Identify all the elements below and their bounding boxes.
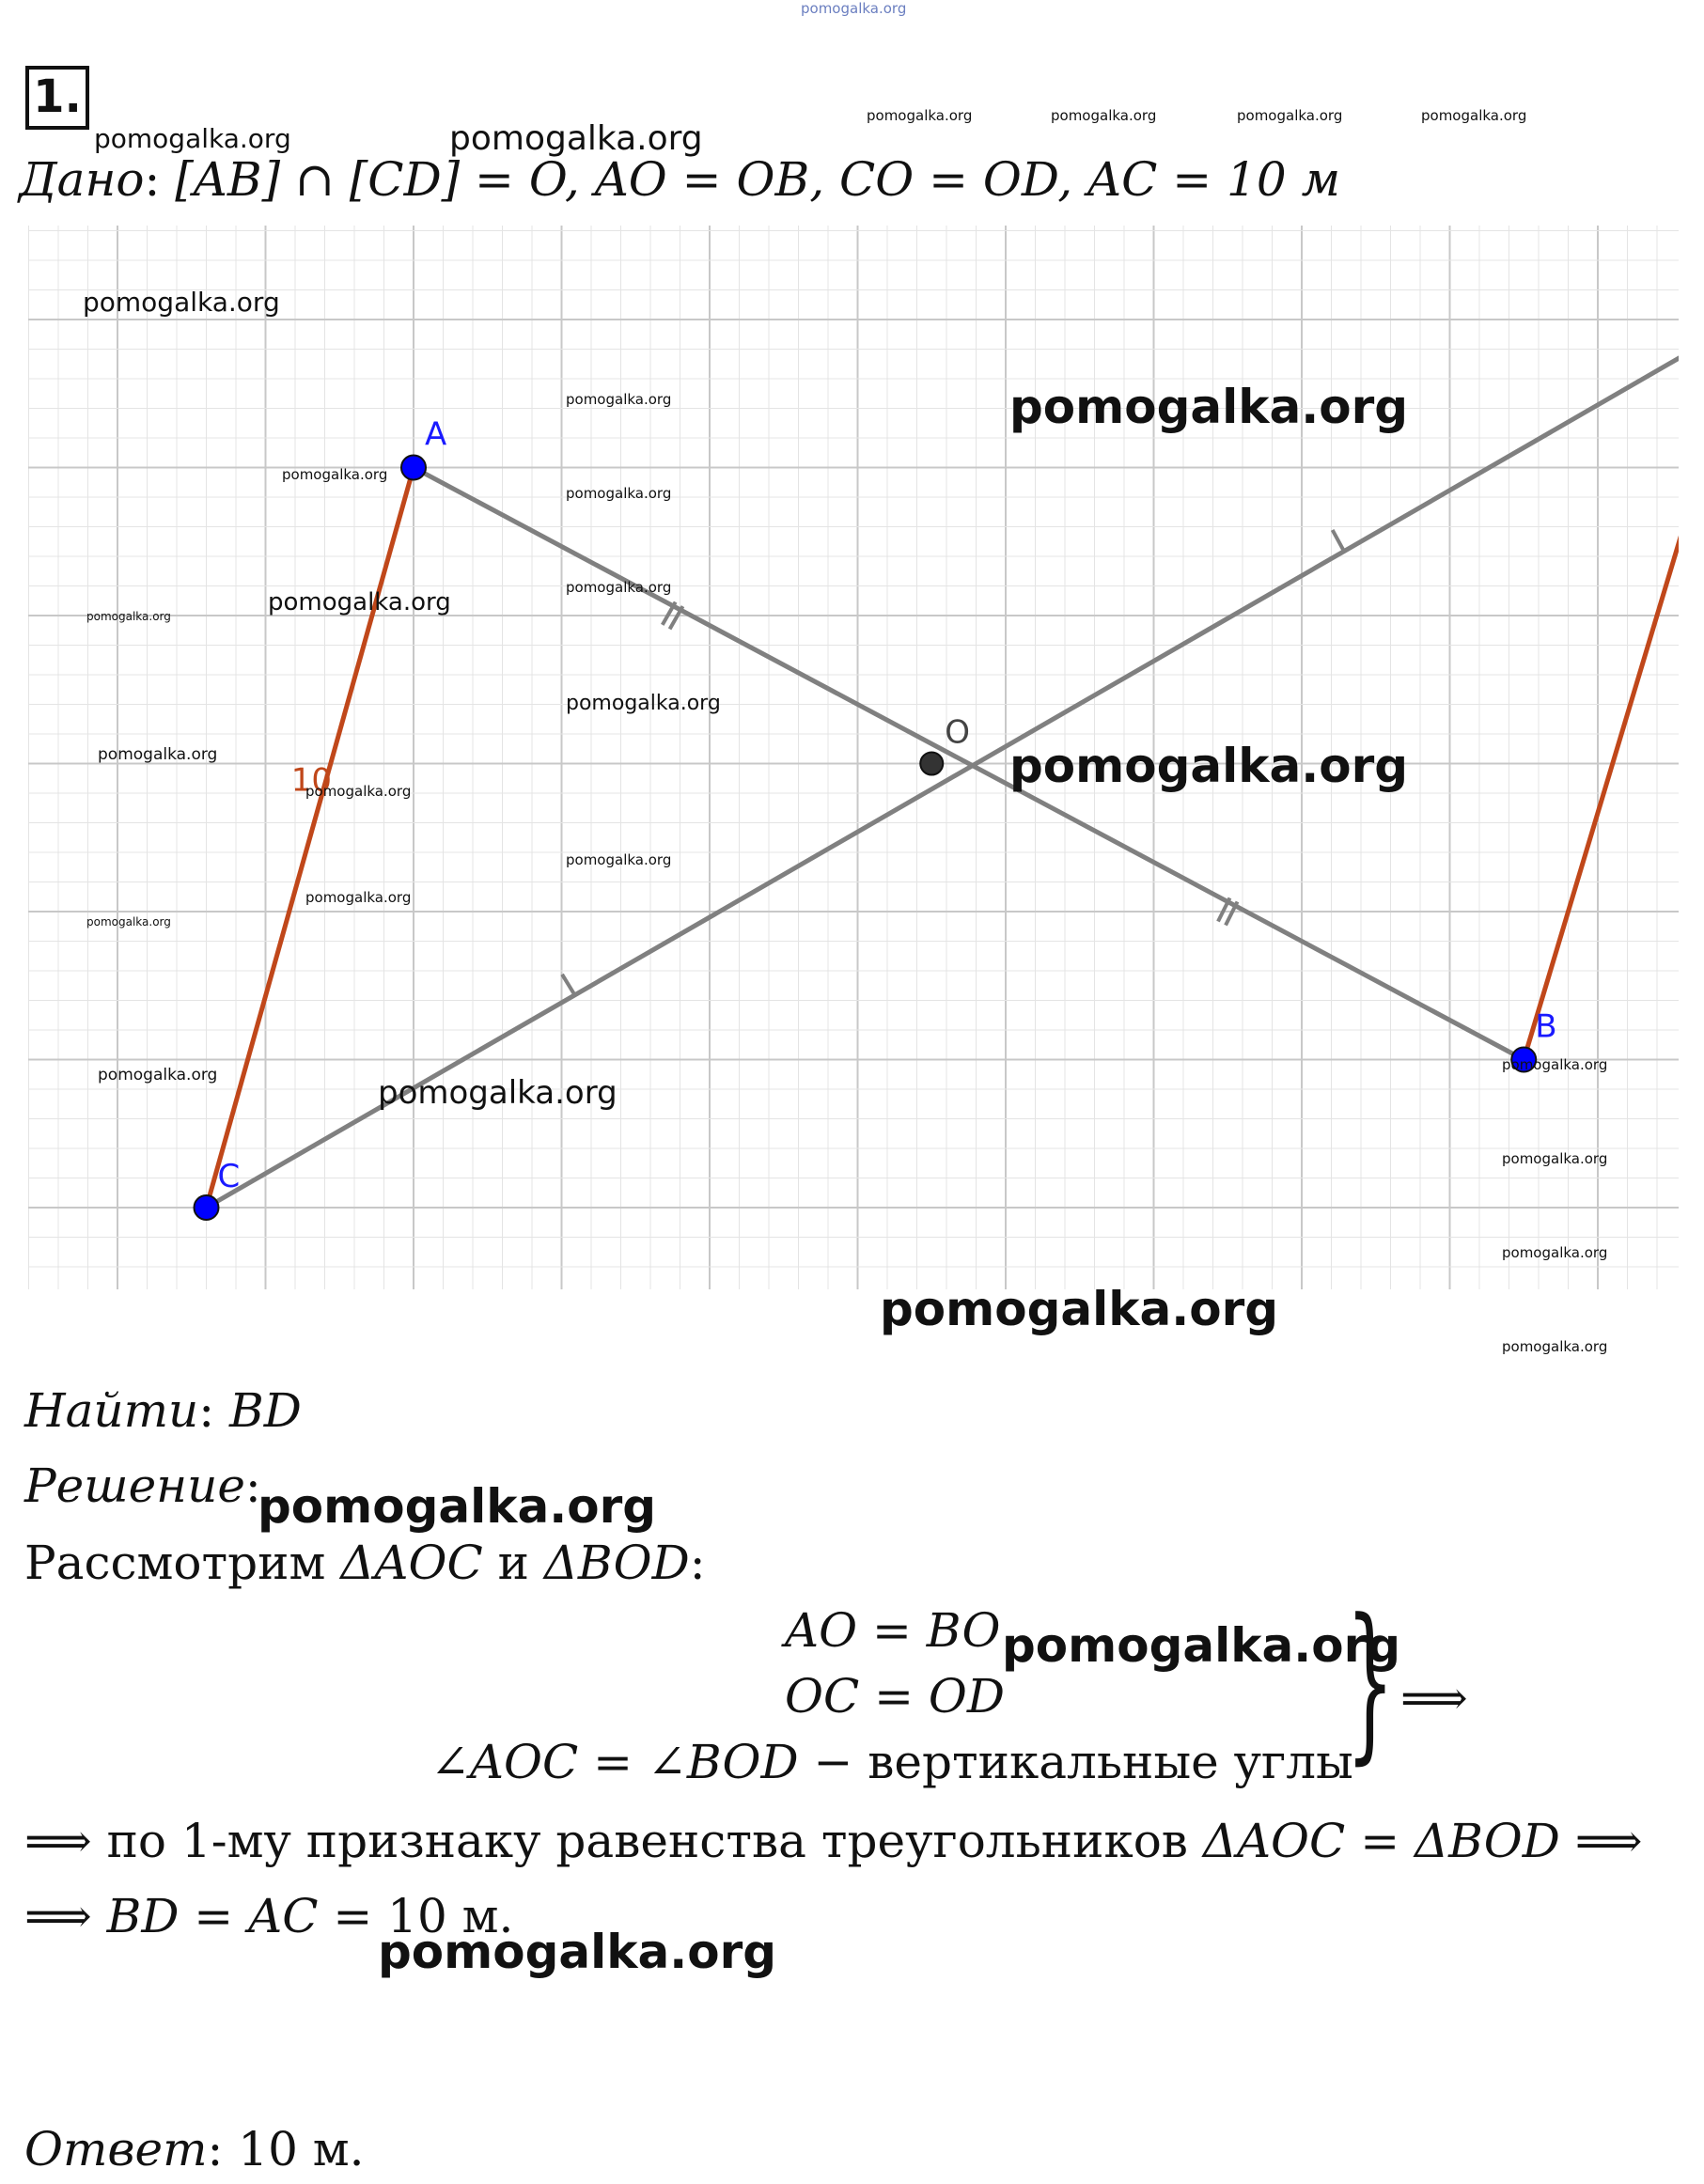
watermark: pomogalka.org (1237, 107, 1343, 124)
watermark: pomogalka.org (1502, 1338, 1608, 1355)
criterion-text: ⟹ по 1-му признаку равенства треугольников (24, 1814, 1203, 1868)
given-statement: [AB] ∩ [CD] = O, AO = OB, CO = OD, AC = 10 м (160, 152, 1341, 207)
triangles-equal: ΔAOC = ΔBOD ⟹ (1202, 1814, 1643, 1868)
and-word: и (482, 1536, 544, 1590)
geometry-figure (28, 226, 1679, 1289)
watermark: pomogalka.org (566, 579, 672, 596)
watermark: pomogalka.org (86, 610, 171, 623)
tick-od (1333, 530, 1345, 554)
condition-ao-bo: AO = BO (785, 1603, 1001, 1658)
find-colon: : (198, 1383, 215, 1438)
watermark: pomogalka.org (1002, 1618, 1401, 1673)
triangle-aoc: ΔAOC (340, 1536, 483, 1590)
bd-equals-ac: BD = AC (106, 1889, 319, 1943)
watermark: pomogalka.org (378, 1074, 618, 1112)
point-a (401, 456, 426, 480)
watermark: pomogalka.org (566, 485, 672, 502)
watermark: pomogalka.org (86, 915, 171, 928)
right-brace: } (1346, 1583, 1395, 1780)
watermark: pomogalka.org (867, 107, 973, 124)
watermark: pomogalka.org (94, 123, 291, 154)
watermark: pomogalka.org (268, 588, 451, 616)
grid (28, 226, 1679, 1289)
watermark: pomogalka.org (1009, 739, 1409, 793)
solution-colon: : (244, 1459, 261, 1513)
find-label: Найти (24, 1383, 199, 1438)
watermark: pomogalka.org (282, 466, 388, 483)
conclusion-value: = 10 м. (318, 1889, 514, 1943)
answer-value: 10 м. (223, 2122, 365, 2176)
watermark: pomogalka.org (305, 889, 412, 906)
answer-line (24, 2122, 365, 2176)
condition-vertical-angles (430, 1735, 1353, 1789)
label-b: B (1535, 1007, 1557, 1046)
watermark: pomogalka.org (566, 851, 672, 868)
watermark: pomogalka.org (566, 391, 672, 408)
answer-colon: : (207, 2122, 224, 2176)
consider-prefix: Рассмотрим (24, 1536, 341, 1590)
watermark: pomogalka.org (258, 1479, 657, 1534)
point-c (195, 1195, 219, 1220)
label-ac-length: 10 (290, 761, 333, 800)
watermark: pomogalka.org (305, 783, 412, 800)
given-line (19, 152, 1341, 207)
solution-label: Решение (24, 1459, 245, 1513)
solution-label-line (24, 1459, 261, 1513)
segment-bd (1524, 320, 1679, 1060)
watermark: pomogalka.org (1502, 1150, 1608, 1167)
answer-label: Ответ (24, 2122, 208, 2176)
label-a: A (425, 415, 447, 454)
triangle-bod: ΔBOD (543, 1536, 690, 1590)
watermark: pomogalka.org (880, 1282, 1279, 1336)
given-colon: : (144, 152, 161, 207)
watermark: pomogalka.org (83, 287, 280, 318)
watermark: pomogalka.org (1009, 380, 1409, 434)
point-labels (218, 268, 1680, 1195)
find-value: BD (214, 1383, 302, 1438)
watermark: pomogalka.org (98, 745, 218, 764)
task-number: 1. (25, 66, 89, 130)
angles-equal: ∠AOC = ∠BOD (430, 1735, 799, 1789)
watermark: pomogalka.org (1421, 107, 1527, 124)
watermark: pomogalka.org (449, 119, 703, 158)
implies-arrow: ⟹ (1400, 1671, 1468, 1725)
label-c: C (217, 1158, 241, 1195)
given-label: Дано (19, 152, 145, 207)
watermark: pomogalka.org (1051, 107, 1157, 124)
point-o (920, 753, 943, 775)
top-watermark: pomogalka.org (801, 0, 907, 17)
watermark: pomogalka.org (1502, 1056, 1608, 1073)
watermark: pomogalka.org (98, 1066, 218, 1084)
label-o: O (945, 713, 971, 752)
watermark: pomogalka.org (566, 692, 721, 715)
tick-co (562, 975, 576, 997)
consider-end: : (689, 1536, 706, 1590)
find-line (24, 1383, 302, 1438)
watermark: pomogalka.org (1502, 1244, 1608, 1261)
watermark: pomogalka.org (378, 1925, 777, 1979)
condition-oc-od: OC = OD (785, 1669, 1006, 1724)
conclusion-arrow: ⟹ (24, 1889, 107, 1943)
conclusion-line-1 (24, 1814, 1643, 1868)
vertical-angles-text: − вертикальные углы (798, 1735, 1353, 1789)
consider-line (24, 1536, 706, 1590)
